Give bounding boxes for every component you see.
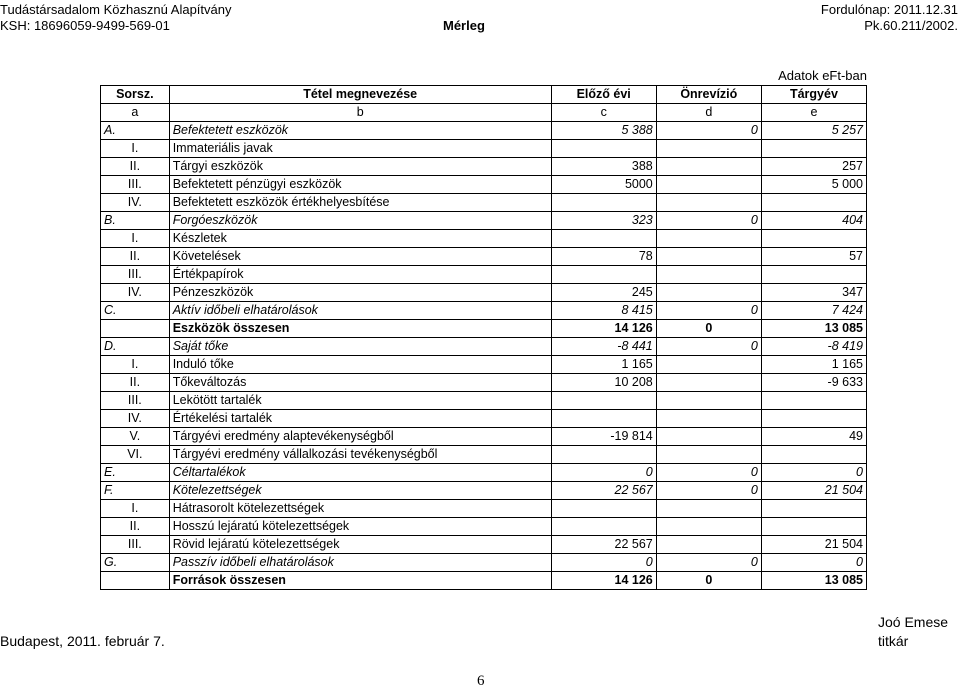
self-revision-cell [656,392,761,410]
letter-cell: d [656,104,761,122]
self-revision-cell [656,140,761,158]
current-year-cell [761,266,866,284]
table-row [101,176,867,194]
self-revision-cell [656,446,761,464]
item-name-cell: Tőkeváltozás [169,374,551,392]
current-year-cell: 257 [761,158,866,176]
item-name-cell: Készletek [169,230,551,248]
current-year-cell: 1 165 [761,356,866,374]
row-number-cell: I. [101,230,170,248]
previous-year-cell: 0 [551,464,656,482]
table-row [101,284,867,302]
self-revision-cell [656,176,761,194]
table-row [101,122,867,140]
row-number-cell: III. [101,176,170,194]
ksh-number: KSH: 18696059-9499-569-01 [0,18,170,33]
item-name-cell: Értékpapírok [169,266,551,284]
previous-year-cell [551,230,656,248]
previous-year-cell: 78 [551,248,656,266]
previous-year-cell [551,194,656,212]
table-row [101,446,867,464]
item-name-cell: Passzív időbeli elhatárolások [169,554,551,572]
table-row [101,248,867,266]
previous-year-cell: 14 126 [551,320,656,338]
table-header-row [101,86,867,104]
row-number-cell [101,572,170,590]
self-revision-cell [656,158,761,176]
current-year-cell [761,446,866,464]
previous-year-cell [551,410,656,428]
table-row [101,482,867,500]
table-row [101,158,867,176]
self-revision-cell [656,518,761,536]
header-cell: Sorsz. [101,86,170,104]
row-number-cell: E. [101,464,170,482]
item-name-cell: Eszközök összesen [169,320,551,338]
previous-year-cell [551,518,656,536]
units-note: Adatok eFt-ban [778,68,867,83]
previous-year-cell: 5 388 [551,122,656,140]
previous-year-cell: 14 126 [551,572,656,590]
current-year-cell: 49 [761,428,866,446]
table-row [101,338,867,356]
current-year-cell: 13 085 [761,572,866,590]
item-name-cell: Értékelési tartalék [169,410,551,428]
current-year-cell: 13 085 [761,320,866,338]
item-name-cell: Lekötött tartalék [169,392,551,410]
self-revision-cell: 0 [656,464,761,482]
table-row [101,554,867,572]
document-title: Mérleg [443,18,485,33]
table-row [101,536,867,554]
item-name-cell: Rövid lejáratú kötelezettségek [169,536,551,554]
table-row [101,230,867,248]
table-row [101,320,867,338]
current-year-cell: 57 [761,248,866,266]
row-number-cell: III. [101,266,170,284]
self-revision-cell [656,410,761,428]
current-year-cell [761,230,866,248]
row-number-cell: IV. [101,194,170,212]
row-number-cell: II. [101,518,170,536]
letter-cell: c [551,104,656,122]
page-number: 6 [477,673,485,689]
previous-year-cell: 323 [551,212,656,230]
current-year-cell: 21 504 [761,482,866,500]
current-year-cell: 347 [761,284,866,302]
header-cell: Tárgyév [761,86,866,104]
item-name-cell: Hátrasorolt kötelezettségek [169,500,551,518]
self-revision-cell: 0 [656,482,761,500]
previous-year-cell: -19 814 [551,428,656,446]
table-row [101,572,867,590]
item-name-cell: Saját tőke [169,338,551,356]
row-number-cell: III. [101,536,170,554]
self-revision-cell [656,374,761,392]
row-number-cell: I. [101,356,170,374]
self-revision-cell [656,428,761,446]
row-number-cell: C. [101,302,170,320]
row-number-cell: F. [101,482,170,500]
self-revision-cell [656,266,761,284]
letter-cell: a [101,104,170,122]
previous-year-cell [551,266,656,284]
self-revision-cell [656,500,761,518]
previous-year-cell: 22 567 [551,482,656,500]
letter-cell: b [169,104,551,122]
table-row [101,392,867,410]
current-year-cell [761,140,866,158]
item-name-cell: Céltartalékok [169,464,551,482]
table-row [101,500,867,518]
current-year-cell: 5 000 [761,176,866,194]
current-year-cell [761,392,866,410]
current-year-cell [761,500,866,518]
balance-sheet-table [100,85,867,590]
reporting-date: Fordulónap: 2011.12.31 [820,2,958,17]
current-year-cell: 0 [761,464,866,482]
self-revision-cell: 0 [656,572,761,590]
row-number-cell: A. [101,122,170,140]
current-year-cell [761,410,866,428]
item-name-cell: Pénzeszközök [169,284,551,302]
header-cell: Tétel megnevezése [169,86,551,104]
column-letter-row [101,104,867,122]
row-number-cell: I. [101,500,170,518]
self-revision-cell: 0 [656,338,761,356]
table-row [101,374,867,392]
letter-cell: e [761,104,866,122]
item-name-cell: Tárgyi eszközök [169,158,551,176]
self-revision-cell [656,536,761,554]
current-year-cell: 5 257 [761,122,866,140]
row-number-cell: IV. [101,410,170,428]
header-cell: Előző évi [551,86,656,104]
previous-year-cell [551,446,656,464]
row-number-cell: B. [101,212,170,230]
previous-year-cell: 245 [551,284,656,302]
item-name-cell: Források összesen [169,572,551,590]
previous-year-cell: 22 567 [551,536,656,554]
self-revision-cell [656,248,761,266]
row-number-cell: II. [101,374,170,392]
self-revision-cell [656,230,761,248]
previous-year-cell [551,140,656,158]
row-number-cell: III. [101,392,170,410]
table-row [101,266,867,284]
table-row [101,302,867,320]
current-year-cell: -9 633 [761,374,866,392]
item-name-cell: Immateriális javak [169,140,551,158]
previous-year-cell: 1 165 [551,356,656,374]
row-number-cell: G. [101,554,170,572]
self-revision-cell [656,356,761,374]
previous-year-cell [551,392,656,410]
previous-year-cell: 0 [551,554,656,572]
table-row [101,194,867,212]
place-and-date: Budapest, 2011. február 7. [0,633,165,649]
self-revision-cell [656,284,761,302]
item-name-cell: Tárgyévi eredmény alaptevékenységből [169,428,551,446]
court-reference: Pk.60.211/2002. [864,18,958,33]
current-year-cell [761,194,866,212]
row-number-cell: II. [101,158,170,176]
row-number-cell: VI. [101,446,170,464]
row-number-cell: IV. [101,284,170,302]
current-year-cell: 7 424 [761,302,866,320]
current-year-cell: 0 [761,554,866,572]
item-name-cell: Aktív időbeli elhatárolások [169,302,551,320]
table-row [101,410,867,428]
previous-year-cell: 388 [551,158,656,176]
table-row [101,464,867,482]
self-revision-cell: 0 [656,122,761,140]
item-name-cell: Befektetett eszközök [169,122,551,140]
item-name-cell: Hosszú lejáratú kötelezettségek [169,518,551,536]
table-row [101,428,867,446]
current-year-cell: 404 [761,212,866,230]
row-number-cell: I. [101,140,170,158]
self-revision-cell: 0 [656,320,761,338]
table-row [101,356,867,374]
previous-year-cell: 10 208 [551,374,656,392]
table-row [101,140,867,158]
previous-year-cell: -8 441 [551,338,656,356]
item-name-cell: Tárgyévi eredmény vállalkozási tevékenységből [169,446,551,464]
organization-name: Tudástársadalom Közhasznú Alapítvány [0,2,232,17]
row-number-cell: D. [101,338,170,356]
previous-year-cell [551,500,656,518]
row-number-cell [101,320,170,338]
table-row [101,518,867,536]
current-year-cell: 21 504 [761,536,866,554]
self-revision-cell: 0 [656,212,761,230]
item-name-cell: Befektetett eszközök értékhelyesbítése [169,194,551,212]
previous-year-cell: 8 415 [551,302,656,320]
header-cell: Önrevízió [656,86,761,104]
item-name-cell: Kötelezettségek [169,482,551,500]
previous-year-cell: 5000 [551,176,656,194]
item-name-cell: Induló tőke [169,356,551,374]
row-number-cell: II. [101,248,170,266]
item-name-cell: Követelések [169,248,551,266]
self-revision-cell [656,194,761,212]
self-revision-cell: 0 [656,554,761,572]
current-year-cell: -8 419 [761,338,866,356]
signer-name: Joó Emese [878,614,949,630]
current-year-cell [761,518,866,536]
item-name-cell: Befektetett pénzügyi eszközök [169,176,551,194]
table-row [101,212,867,230]
row-number-cell: V. [101,428,170,446]
item-name-cell: Forgóeszközök [169,212,551,230]
self-revision-cell: 0 [656,302,761,320]
signer-role: titkár [878,633,909,649]
